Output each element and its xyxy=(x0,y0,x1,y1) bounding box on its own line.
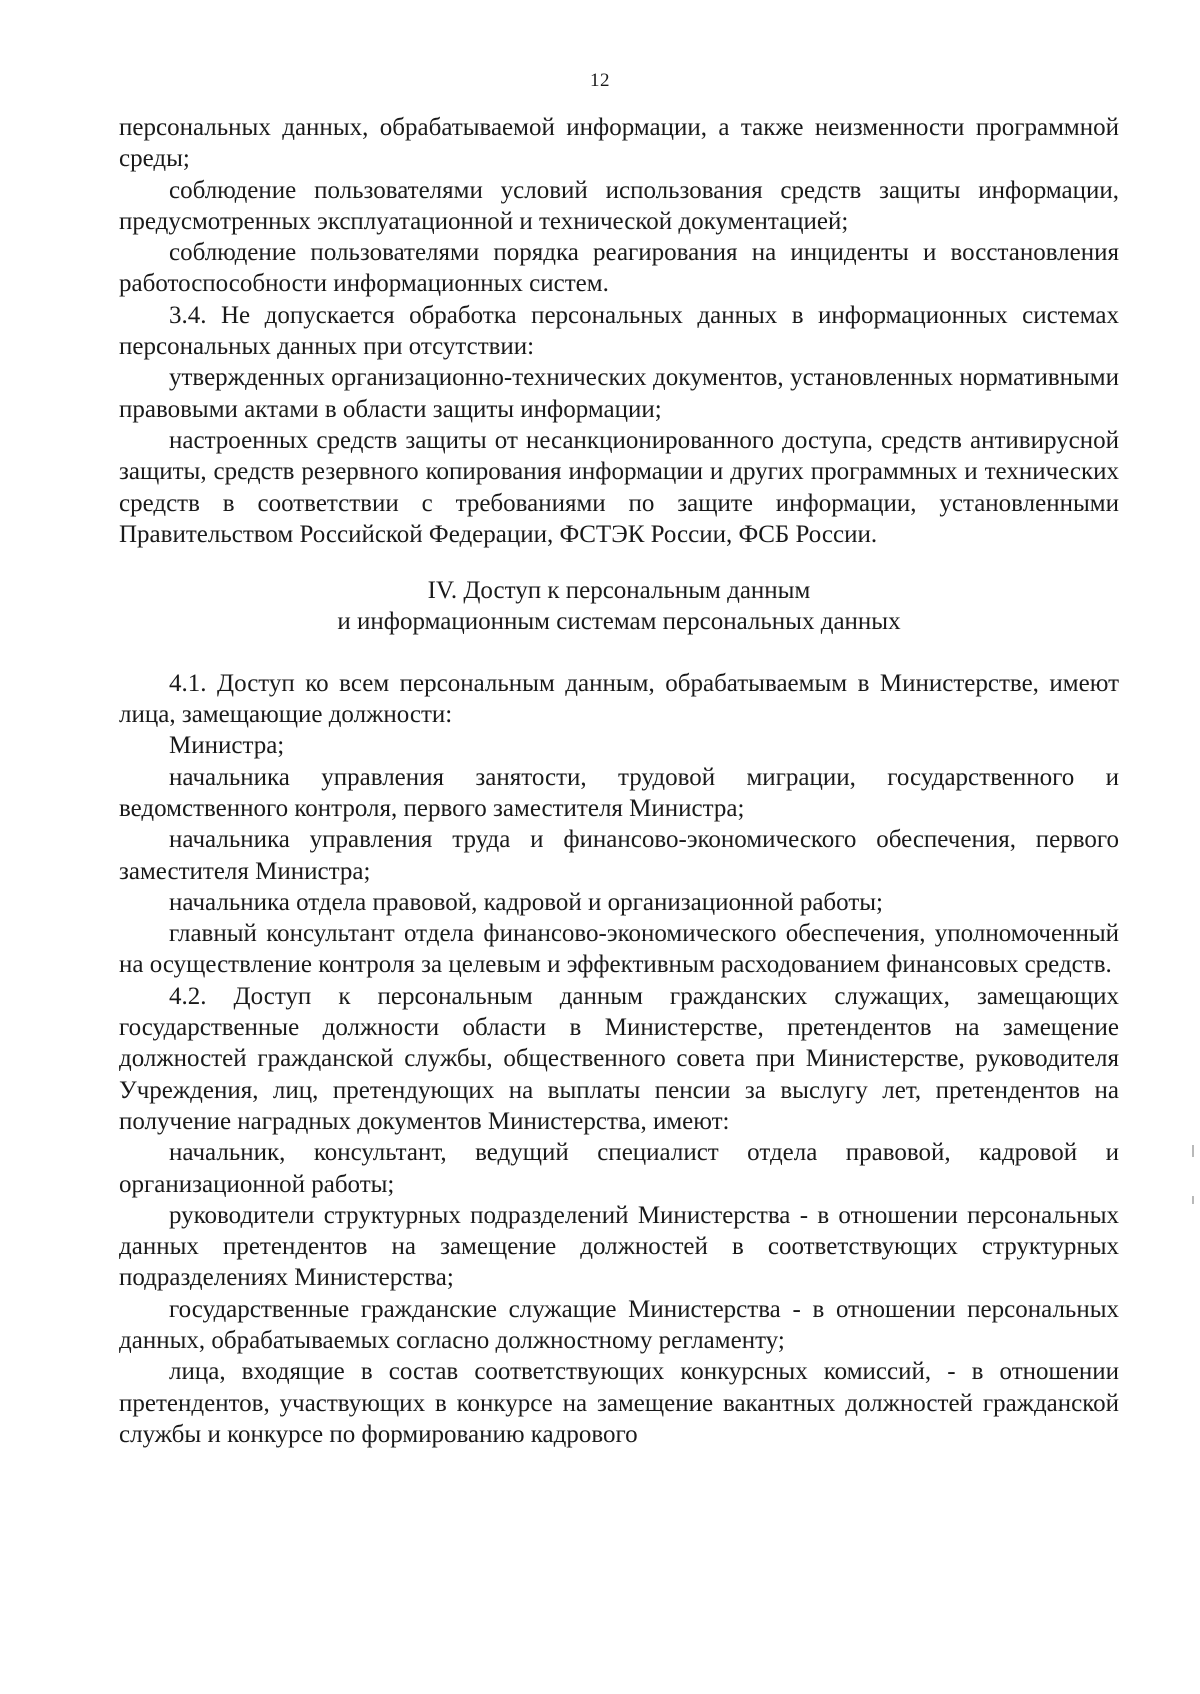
paragraph-item: соблюдение пользователями порядка реагирования на инциденты и восстановления работоспособности информационных систем. xyxy=(119,239,1119,298)
paragraph-clause-3-4: 3.4. Не допускается обработка персональных данных в информационных системах персональных данных при отсутствии: xyxy=(119,301,1119,361)
paragraph-item: Министра; xyxy=(169,732,285,760)
document-body xyxy=(119,112,1119,1450)
section-heading xyxy=(119,575,1119,638)
paragraph-clause-4-1: 4.1. Доступ ко всем персональным данным, обрабатываемым в Министерстве, имеют лица, замещающие должности: xyxy=(119,669,1119,729)
paragraph-item: утвержденных организационно-технических документов, установленных нормативными правовыми актами в области защиты информации; xyxy=(119,364,1119,423)
paragraph-clause-4-2: 4.2. Доступ к персональным данным гражданских служащих, замещающих государственные должности области в Министерстве, претендентов на замещение должностей гражданской службы, общественного совета при Министерстве, руководителя Учреждения, лиц, претендующих на выплаты пенсии за выслугу лет, претендентов на получение наградных документов Министерства, имеют: xyxy=(119,982,1119,1135)
paragraph-item: начальника управления труда и финансово-экономического обеспечения, первого заместителя Министра; xyxy=(119,826,1119,885)
paragraph-item: начальник, консультант, ведущий специалист отдела правовой, кадровой и организационной работы; xyxy=(119,1139,1119,1198)
paragraph-continuation: персональных данных, обрабатываемой информации, а также неизменности программной среды; xyxy=(119,114,1119,173)
scan-artifact xyxy=(1192,1145,1194,1157)
page-number: 12 xyxy=(590,70,610,91)
paragraph-item: соблюдение пользователями условий использования средств защиты информации, предусмотренных эксплуатационной и технической документацией; xyxy=(119,176,1119,235)
paragraph-item: государственные гражданские служащие Министерства - в отношении персональных данных, обрабатываемых согласно должностному регламенту; xyxy=(119,1295,1119,1354)
paragraph-item: начальника отдела правовой, кадровой и организационной работы; xyxy=(169,888,883,916)
section-heading-line-1: IV. Доступ к персональным данным xyxy=(427,577,811,605)
paragraph-item: настроенных средств защиты от несанкционированного доступа, средств антивирусной защиты, средств резервного копирования информации и других программных и технических средств в соответствии с требованиями по защите информации, установленными Правительством Российской Федерации, ФСТЭК России, ФСБ России. xyxy=(119,426,1119,548)
paragraph-item: главный консультант отдела финансово-экономического обеспечения, уполномоченный на осуществление контроля за целевым и эффективным расходованием финансовых средств. xyxy=(119,920,1119,979)
scan-artifact xyxy=(1192,1196,1194,1204)
section-heading-line-2: и информационным системам персональных данных xyxy=(337,608,901,636)
paragraph-item: начальника управления занятости, трудовой миграции, государственного и ведомственного контроля, первого заместителя Министра; xyxy=(119,763,1119,822)
paragraph-item: руководители структурных подразделений Министерства - в отношении персональных данных претендентов на замещение должностей в соответствующих структурных подразделениях Министерства; xyxy=(119,1201,1119,1292)
paragraph-item: лица, входящие в состав соответствующих конкурсных комиссий, - в отношении претендентов, участвующих в конкурсе на замещение вакантных должностей гражданской службы и конкурсе по формированию кадрового xyxy=(119,1358,1119,1448)
